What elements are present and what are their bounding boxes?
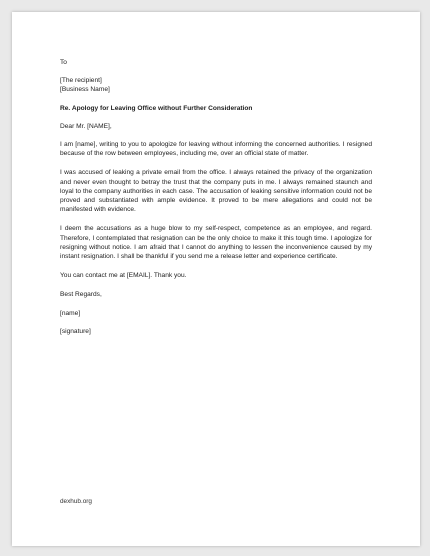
sender-name: [name] xyxy=(60,309,81,317)
letter-body xyxy=(60,58,372,336)
paragraph-3: I deem the accusations as a huge blow to my self-respect, competence as an employee, and regard. Therefore, I contemplated that resignation can be the only choice to make it this tough time. I apologize for resigning without notice. I am afraid that I cannot do anything to lessen the inconvenience caused by my instant resignation. I shall be thankful if you send me a release letter and experience certificate. xyxy=(60,225,372,261)
footer-site: dexhub.org xyxy=(60,498,92,505)
salutation: Dear Mr. [NAME], xyxy=(60,122,112,130)
closing: Best Regards, xyxy=(60,291,102,299)
signature: [signature] xyxy=(60,327,91,335)
paragraph-1: I am [name], writing to you to apologize for leaving without informing the concerned authorities. I resigned because of the row between employees, including me, over an official state of matter. xyxy=(60,141,372,158)
to-line: To xyxy=(60,59,67,66)
paragraph-2: I was accused of leaking a private email from the office. I always retained the privacy of the organization and never even thought to betray the trust that the company puts in me. I always remained staunch and loyal to the company authorities in each case. The accusation of leaking sensitive information could not be proved and substantiated with ample evidence. It proved to be mere allegations and could not be manifested with evidence. xyxy=(60,169,372,214)
paragraph-4: You can contact me at [EMAIL]. Thank you. xyxy=(60,272,187,280)
recipient-line: [The recipient] xyxy=(60,77,102,85)
document-page xyxy=(12,12,420,546)
business-line: [Business Name] xyxy=(60,86,110,94)
subject-line: Re. Apology for Leaving Office without Further Consideration xyxy=(60,104,253,112)
